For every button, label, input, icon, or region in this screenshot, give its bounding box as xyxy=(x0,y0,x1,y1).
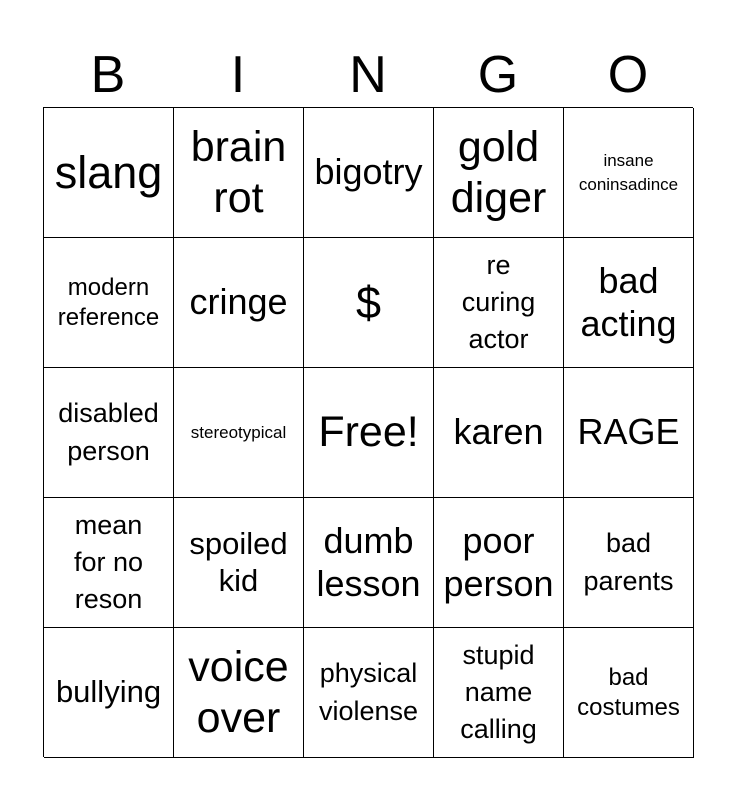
cell-label: bullying xyxy=(55,674,162,710)
cell-label: slang xyxy=(54,146,163,198)
bingo-cell-r3-c4[interactable] xyxy=(434,368,564,498)
cell-label: cringe xyxy=(189,281,288,323)
bingo-header xyxy=(43,44,693,106)
bingo-cell-r3-c2[interactable] xyxy=(174,368,304,498)
cell-label: bad acting xyxy=(580,260,677,344)
cell-label: spoiled kid xyxy=(189,525,288,598)
cell-label: physical violense xyxy=(318,658,419,726)
bingo-cell-r4-c3[interactable] xyxy=(304,498,434,628)
cell-label: voice over xyxy=(188,642,289,742)
bingo-cell-r2-c1[interactable] xyxy=(44,238,174,368)
cell-label: stupid name calling xyxy=(460,639,537,745)
header-letter-i: I xyxy=(230,46,246,104)
cell-label: mean for no reson xyxy=(73,509,144,615)
cell-label: stereotypical xyxy=(190,422,287,442)
bingo-cell-r5-c3[interactable] xyxy=(304,628,434,758)
bingo-cell-r1-c4[interactable] xyxy=(434,108,564,238)
bingo-cell-r4-c2[interactable] xyxy=(174,498,304,628)
cell-label: disabled person xyxy=(58,398,159,466)
bingo-cell-r1-c3[interactable] xyxy=(304,108,434,238)
bingo-cell-r4-c1[interactable] xyxy=(44,498,174,628)
cell-label: bad costumes xyxy=(577,663,680,721)
bingo-cell-r3-c5[interactable] xyxy=(564,368,694,498)
bingo-cell-r3-c1[interactable] xyxy=(44,368,174,498)
bingo-cell-r5-c4[interactable] xyxy=(434,628,564,758)
header-letter-g: G xyxy=(477,46,519,104)
bingo-cell-r3-c3[interactable] xyxy=(304,368,434,498)
cell-label: RAGE xyxy=(577,411,680,453)
free-space-label: Free! xyxy=(318,408,419,457)
cell-label: karen xyxy=(453,411,544,453)
cell-label: brain rot xyxy=(190,122,287,222)
bingo-cell-r4-c5[interactable] xyxy=(564,498,694,628)
bingo-cell-r5-c2[interactable] xyxy=(174,628,304,758)
bingo-cell-r2-c3[interactable] xyxy=(304,238,434,368)
cell-label: dumb lesson xyxy=(316,520,421,604)
bingo-cell-r5-c1[interactable] xyxy=(44,628,174,758)
bingo-cell-r4-c4[interactable] xyxy=(434,498,564,628)
header-letter-o: O xyxy=(607,46,649,104)
bingo-cell-r2-c5[interactable] xyxy=(564,238,694,368)
bingo-board xyxy=(43,107,693,757)
cell-label: insane coninsadince xyxy=(578,150,679,194)
bingo-cell-r5-c5[interactable] xyxy=(564,628,694,758)
cell-label: $ xyxy=(355,276,382,328)
header-letter-b: B xyxy=(90,46,126,104)
cell-label: gold diger xyxy=(450,122,547,222)
bingo-cell-r1-c1[interactable] xyxy=(44,108,174,238)
bingo-cell-r2-c2[interactable] xyxy=(174,238,304,368)
header-letter-n: N xyxy=(349,46,387,104)
cell-label: modern reference xyxy=(57,273,160,331)
bingo-cell-r2-c4[interactable] xyxy=(434,238,564,368)
cell-label: poor person xyxy=(443,520,554,604)
bingo-cell-r1-c2[interactable] xyxy=(174,108,304,238)
cell-label: bad parents xyxy=(583,528,674,596)
cell-label: re curing actor xyxy=(461,249,536,355)
cell-label: bigotry xyxy=(314,151,423,193)
bingo-cell-r1-c5[interactable] xyxy=(564,108,694,238)
